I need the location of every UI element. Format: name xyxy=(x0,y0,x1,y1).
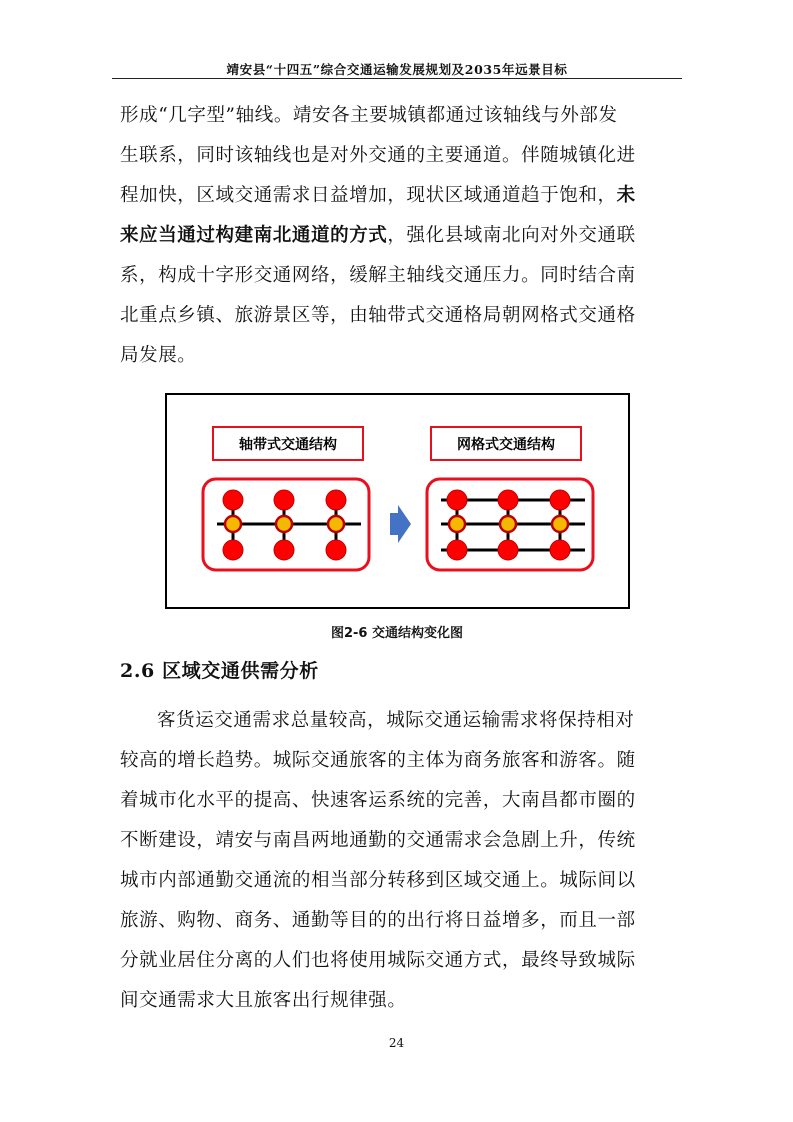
left-label: 轴带式交通结构 xyxy=(239,437,337,453)
figure-traffic-structure xyxy=(165,393,630,609)
structure-diagram xyxy=(167,395,628,607)
text-line: 不断建设，靖安与南昌两地通勤的交通需求会急剧上升，传统 xyxy=(120,830,636,851)
section-heading: 2.6 区域交通供需分析 xyxy=(120,660,319,682)
paragraph-axis-structure xyxy=(120,96,680,376)
text-line xyxy=(120,176,680,216)
transition-arrow-icon xyxy=(390,505,411,543)
header-rule xyxy=(112,78,682,79)
bold-emphasis: 未 xyxy=(616,185,636,206)
text-line: 形成“几字型”轴线。靖安各主要城镇都通过该轴线与外部发 xyxy=(120,105,618,126)
running-header: 靖安县“十四五”综合交通运输发展规划及2035年远景目标 xyxy=(226,62,568,77)
text-line: 城市内部通勤交通流的相当部分转移到区域交通上。城际间以 xyxy=(120,870,636,891)
grid-structure-nodes xyxy=(447,490,570,560)
right-label: 网格式交通结构 xyxy=(457,437,555,453)
bold-emphasis: 来应当通过构建南北通道的方式 xyxy=(120,225,388,246)
text-line: 生联系，同时该轴线也是对外交通的主要通道。伴随城镇化进 xyxy=(120,145,636,166)
figure-caption: 图2-6 交通结构变化图 xyxy=(330,626,463,641)
text-line xyxy=(120,216,680,256)
paragraph-demand-analysis xyxy=(120,701,680,1021)
text-line: 系，构成十字形交通网络，缓解主轴线交通压力。同时结合南 xyxy=(120,265,636,286)
text-line: 分就业居住分离的人们也将使用城际交通方式，最终导致城际 xyxy=(120,950,636,971)
text-line: 着城市化水平的提高、快速客运系统的完善，大南昌都市圈的 xyxy=(120,790,636,811)
text-line: 北重点乡镇、旅游景区等，由轴带式交通格局朝网格式交通格 xyxy=(120,305,636,326)
text-line: 间交通需求大且旅客出行规律强。 xyxy=(120,990,407,1011)
text-line: 客货运交通需求总量较高，城际交通运输需求将保持相对 xyxy=(157,710,635,731)
text-line: 较高的增长趋势。城际交通旅客的主体为商务旅客和游客。随 xyxy=(120,750,636,771)
text-segment: ，强化县域南北向对外交通联 xyxy=(387,225,636,246)
page-number: 24 xyxy=(388,1036,405,1050)
axis-structure-nodes xyxy=(223,490,346,560)
text-segment: 程加快，区域交通需求日益增加，现状区域通道趋于饱和， xyxy=(120,185,617,206)
text-line: 旅游、购物、商务、通勤等目的的出行将日益增多，而且一部 xyxy=(120,910,636,931)
text-line: 局发展。 xyxy=(120,345,197,366)
